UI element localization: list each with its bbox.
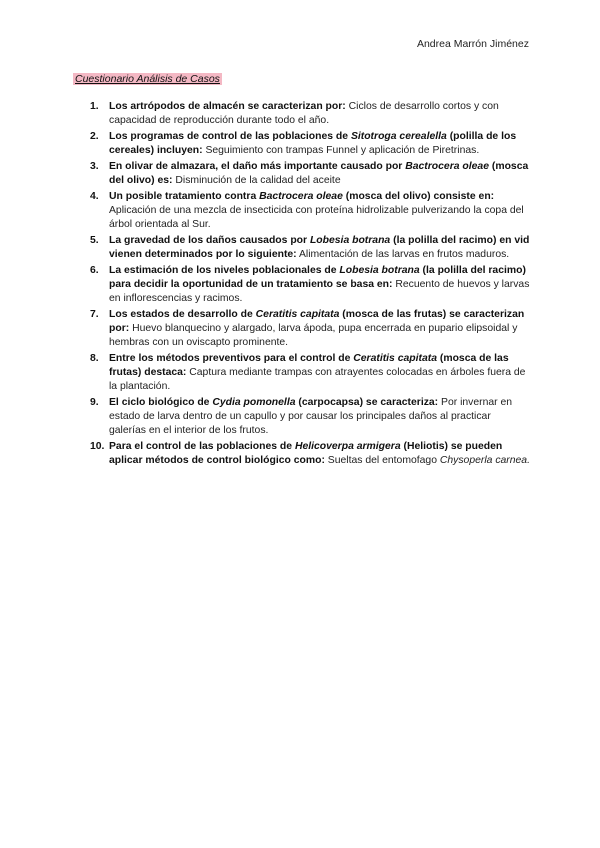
section-title: Cuestionario Análisis de Casos [75,73,220,85]
question-number: 10. [90,441,105,453]
species-name: Bactrocera oleae [405,160,489,172]
question-text: El ciclo biológico de [109,397,213,409]
species-name: Bactrocera oleae [259,190,343,202]
question-item [90,308,530,351]
species-name: Cydia pomonella [212,397,296,409]
answer-text: Seguimiento con trampas Funnel y aplicación de Piretrinas. [202,145,480,157]
question-number: 3. [90,160,99,172]
species-name: Ceratitis capitata [353,352,437,364]
question-text-cont: (mosca de las frutas) se caracterizan por: [109,308,525,335]
question-number: 6. [90,264,99,276]
species-name: Lobesia botrana [309,234,391,246]
question-item [90,100,530,128]
answer-text: Por invernar en estado de larva dentro de un capullo y por causar los principales daños al practicar galerías en el interior de los frutos. [109,397,513,437]
question-text-cont: (carpocapsa) se caracteriza: [295,397,439,409]
question-item [90,234,530,262]
question-item [90,190,530,233]
question-text-cont: (Heliotis) se pueden aplicar métodos de control biológico como: [109,441,503,467]
question-text: Un posible tratamiento contra [109,190,260,202]
question-text: En olivar de almazara, el daño más importante causado por [109,160,406,172]
question-item [90,130,530,158]
question-text: Los programas de control de las poblaciones de [109,130,351,142]
question-text-cont: (mosca de las frutas) destaca: [109,352,509,379]
answer-text: Sueltas del entomofago [324,455,440,467]
species-name: Lobesia botrana [339,264,420,276]
question-number: 5. [90,234,99,246]
species-name: Ceratitis capitata [255,308,340,320]
species-name: Helicoverpa armigera [294,441,401,453]
question-number: 2. [90,130,99,142]
question-item [90,440,530,468]
question-number: 8. [90,352,99,364]
question-number: 4. [90,190,99,202]
question-item [90,160,530,188]
author-name: Andrea Marrón Jiménez [416,38,529,50]
question-text: La estimación de los niveles poblacionales de [109,264,340,276]
question-text: Los estados de desarrollo de [109,308,256,320]
question-text-cont: (polilla de los cereales) incluyen: [109,130,517,157]
answer-text: Aplicación de una mezcla de insecticida con proteína hidrolizable pulverizando la copa del árbol orientada al Sur. [109,204,524,231]
question-text-cont: (la polilla del racimo) para decidir la oportunidad de un tratamiento se basa en: [109,264,526,290]
question-text: Para el control de las poblaciones de [109,441,295,453]
question-text-cont: (mosca del olivo) es: [109,160,529,187]
question-text: Los artrópodos de almacén se caracterizan por: [109,101,346,112]
question-item [90,352,530,395]
species-name: Sitotroga cerealella [350,130,447,142]
question-text-cont: (la polilla del racimo) en vid vienen determinados por lo siguiente: [109,234,530,261]
question-text: Entre los métodos preventivos para el control de [109,352,354,364]
question-text-cont: (mosca del olivo) consiste en: [342,190,495,202]
answer-text: Disminución de la calidad del aceite [172,175,341,187]
answer-text: Ciclos de desarrollo cortos y con capacidad de reproducción durante todo el año. [109,101,499,127]
question-number: 1. [90,101,99,112]
answer-text: Recuento de huevos y larvas en inflorescencias y racimos. [109,278,530,305]
question-item [90,396,530,439]
answer-text: Captura mediante trampas con atrayentes colocadas en árboles fuera de la plantación. [109,367,526,393]
question-list [90,100,530,470]
question-number: 9. [90,397,99,409]
question-text: La gravedad de los daños causados por [109,234,310,246]
answer-text: Huevo blanquecino y alargado, larva ápoda, pupa encerrada en pupario elipsoidal y hembras con un oviscapto prominente. [109,323,518,349]
answer-text: Alimentación de las larvas en frutos maduros. [296,249,510,261]
answer-species-name: Chysoperla carnea. [439,455,530,467]
question-number: 7. [90,308,99,320]
question-item [90,264,530,307]
